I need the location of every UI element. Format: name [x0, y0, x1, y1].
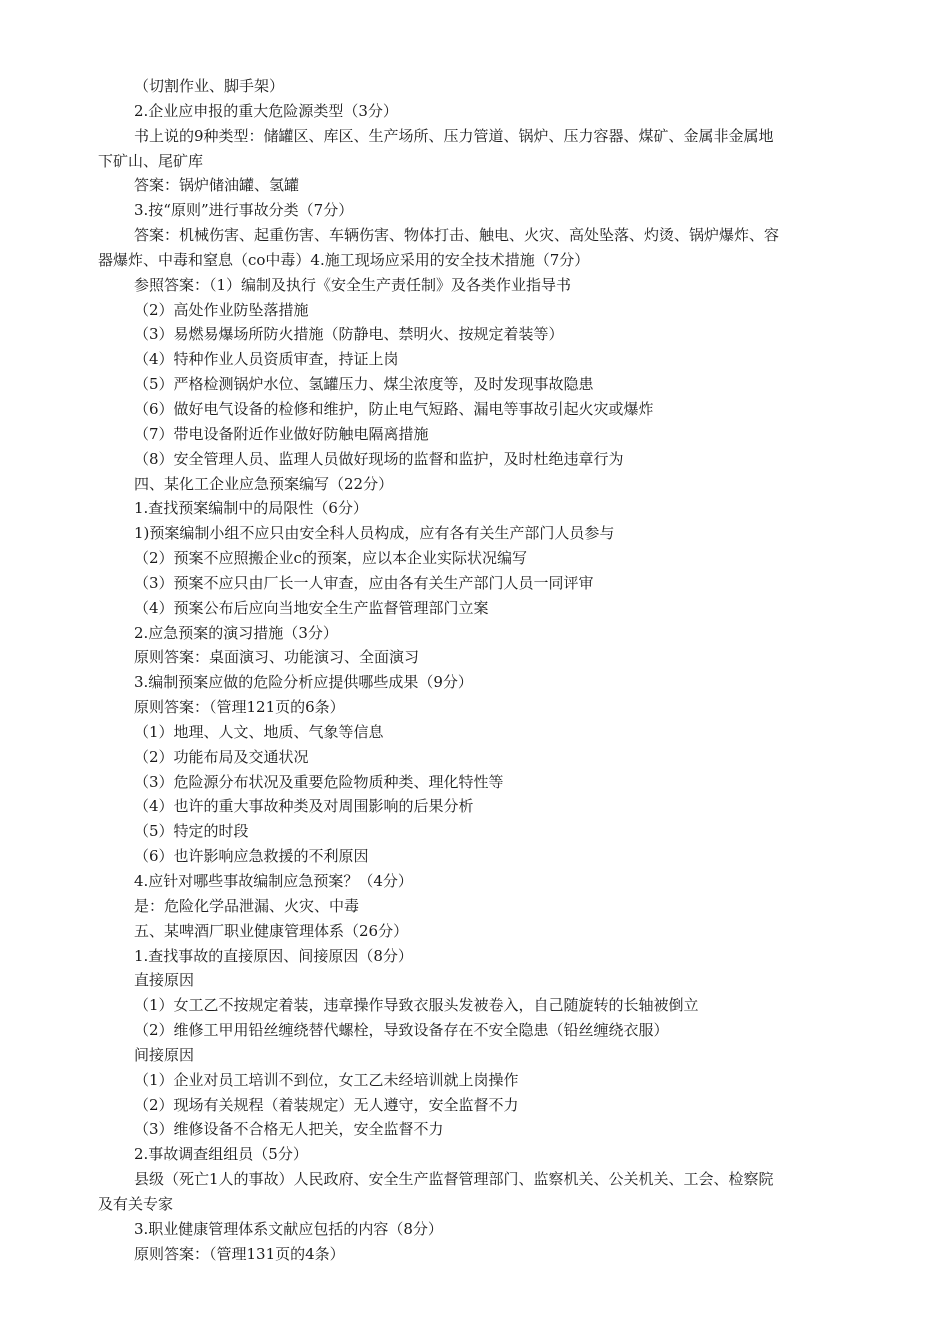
text-line: 3.编制预案应做的危险分析应提供哪些成果（9分） [134, 673, 473, 692]
text-line: （1）地理、人文、地质、气象等信息 [134, 722, 384, 741]
text-line: （4）预案公布后应向当地安全生产监督管理部门立案 [134, 598, 489, 617]
text-line: 4.应针对哪些事故编制应急预案？（4分） [134, 872, 413, 890]
text-line: 原则答案：（管理121页的6条） [134, 698, 345, 717]
text-line: 2.应急预案的演习措施（3分） [134, 623, 338, 642]
text-line: （4）也许的重大事故种类及对周围影响的后果分析 [134, 797, 474, 816]
text-line: （3）预案不应只由厂长一人审查，应由各有关生产部门人员一同评审 [134, 573, 594, 592]
text-line: 2.事故调查组组员（5分） [134, 1145, 308, 1164]
text-line: 及有关专家 [98, 1194, 174, 1213]
text-line: 答案：机械伤害、起重伤害、车辆伤害、物体打击、触电、火灾、高处坠落、灼烫、锅炉爆炸、容 [134, 226, 780, 245]
text-line: 四、某化工企业应急预案编写（22分） [134, 474, 394, 493]
text-line: （3）危险源分布状况及重要危险物质种类、理化特性等 [134, 772, 504, 791]
text-line: （2）高处作业防坠落措施 [134, 300, 309, 319]
text-line: （6）也许影响应急救援的不利原因 [134, 847, 369, 866]
text-line: 是：危险化学品泄漏、火灾、中毒 [134, 896, 360, 915]
text-line: （2）维修工甲用铅丝缠绕替代螺栓，导致设备存在不安全隐患（铅丝缠绕衣服） [134, 1021, 669, 1040]
text-line: 2.企业应申报的重大危险源类型（3分） [134, 101, 398, 120]
text-line: 3.职业健康管理体系文献应包括的内容（8分） [134, 1219, 443, 1238]
text-line: 1.查找预案编制中的局限性（6分） [134, 499, 368, 518]
text-line: （8）安全管理人员、监理人员做好现场的监督和监护，及时杜绝违章行为 [134, 449, 624, 468]
text-line: （4）特种作业人员资质审查，持证上岗 [134, 350, 399, 369]
text-line: 原则答案：（管理131页的4条） [134, 1244, 345, 1263]
text-line: （5）严格检测锅炉水位、氢罐压力、煤尘浓度等，及时发现事故隐患 [134, 375, 594, 394]
text-line: 间接原因 [134, 1045, 195, 1064]
text-line: （切割作业、脚手架） [134, 77, 285, 95]
text-line: 县级（死亡1人的事故）人民政府、安全生产监督管理部门、监察机关、公关机关、工会、检察院 [134, 1170, 774, 1189]
text-line: 参照答案：（1）编制及执行《安全生产责任制》及各类作业指导书 [134, 275, 572, 294]
text-line: （2）功能布局及交通状况 [134, 747, 309, 766]
text-line: （1）企业对员工培训不到位，女工乙未经培训就上岗操作 [134, 1070, 519, 1089]
text-line: 1)预案编制小组不应只由安全科人员构成，应有各有关生产部门人员参与 [134, 524, 615, 543]
text-line: 直接原因 [134, 971, 195, 990]
text-line: （7）带电设备附近作业做好防触电隔离措施 [134, 424, 429, 443]
text-line: （2）预案不应照搬企业c的预案，应以本企业实际状况编写 [134, 549, 527, 568]
text-line: （3）易燃易爆场所防火措施（防静电、禁明火、按规定着装等） [134, 325, 564, 344]
text-line: （1）女工乙不按规定着装，违章操作导致衣服头发被卷入，自己随旋转的长轴被倒立 [134, 996, 699, 1015]
text-line: （5）特定的时段 [134, 822, 249, 841]
text-line: 下矿山、尾矿库 [98, 151, 204, 170]
text-line: （2）现场有关规程（着装规定）无人遵守，安全监督不力 [134, 1095, 519, 1114]
text-line: （6）做好电气设备的检修和维护，防止电气短路、漏电等事故引起火灾或爆炸 [134, 399, 654, 418]
text-line: 书上说的9种类型：储罐区、库区、生产场所、压力管道、锅炉、压力容器、煤矿、金属非金属地 [134, 126, 774, 145]
text-line: 器爆炸、中毒和窒息（co中毒）4.施工现场应采用的安全技术措施（7分） [98, 250, 590, 269]
text-line: 答案：锅炉储油罐、氢罐 [134, 176, 300, 195]
text-line: 1.查找事故的直接原因、间接原因（8分） [134, 946, 413, 965]
text-line: 3.按“原则”进行事故分类（7分） [134, 201, 354, 220]
text-line: 原则答案：桌面演习、功能演习、全面演习 [134, 648, 420, 667]
text-line: 五、某啤酒厂职业健康管理体系（26分） [134, 921, 409, 940]
text-line: （3）维修设备不合格无人把关，安全监督不力 [134, 1120, 444, 1139]
